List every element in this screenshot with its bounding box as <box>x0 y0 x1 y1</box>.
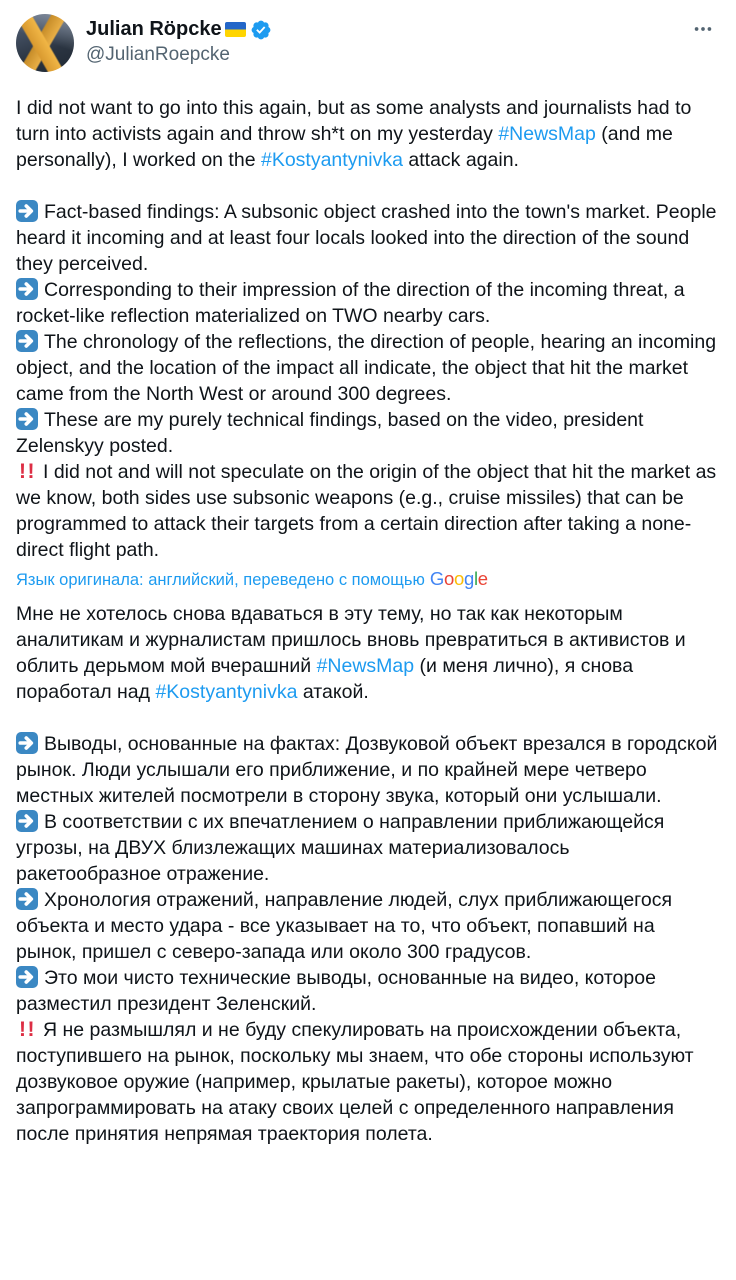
ru-point-2: В соответствии с их впечатлением о направлении приближающейся угрозы, на ДВУХ близлежащих машинах материализовалось ракетообразное отражение. <box>16 811 665 885</box>
avatar[interactable] <box>16 14 74 72</box>
verified-badge-icon <box>250 19 272 41</box>
google-logo <box>430 568 488 589</box>
ru-point-5: !! Я не размышлял и не буду спекулировать на происхождении объекта, поступившего на рынок, поскольку мы знаем, что обе стороны используют дозвуковое оружие (например, крылатые ракеты), которое можно запрограммировать на атаку своих целей с определенного направления после принятия непрямая траектория полета. <box>16 1018 694 1145</box>
google-logo-letter: l <box>473 568 478 589</box>
right-arrow-emoji <box>16 732 38 754</box>
en-point-3: The chronology of the reflections, the direction of people, hearing an incoming object, and the location of the impact all indicate, the object that hit the market came from the North West or around 300 degrees. <box>16 331 717 405</box>
ukraine-flag-emoji <box>225 22 246 37</box>
en-point-2: Corresponding to their impression of the direction of the incoming threat, a rocket-like reflection materialized on TWO nearby cars. <box>16 279 685 327</box>
ru-point-3: Хронология отражений, направление людей, слух приближающегося объекта и место удара - все указывает на то, что объект, попавший на рынок, пришел с северо-запада или около 300 градусов. <box>16 889 672 963</box>
right-arrow-emoji <box>16 966 38 988</box>
hashtag-link[interactable]: #NewsMap <box>498 123 596 145</box>
more-button[interactable] <box>686 12 720 46</box>
google-logo-letter: g <box>463 568 474 589</box>
google-logo-letter: o <box>443 568 454 589</box>
hashtag-link[interactable]: #NewsMap <box>316 655 415 677</box>
ru-point-1: Выводы, основанные на фактах: Дозвуковой объект врезался в городской рынок. Люди услышали его приближение, и по крайней мере четверо местных жителей посмотрели в сторону звука, который они услышали. <box>16 733 718 807</box>
display-name[interactable]: Julian Röpcke <box>86 18 222 40</box>
tweet-header <box>16 14 720 72</box>
hashtag-link[interactable]: #Kostyantynivka <box>155 681 298 703</box>
ru-intro: Мне не хотелось снова вдаваться в эту тему, но так как некоторым аналитикам и журналистам пришлось вновь превратиться в активистов и облить дерьмом мой вчерашний #NewsMap (и меня лично), я снова поработал над #Kostyantynivka атакой. <box>16 603 686 703</box>
translation-notice[interactable] <box>16 568 720 591</box>
display-name-row[interactable] <box>86 17 686 42</box>
right-arrow-emoji <box>16 330 38 352</box>
translation-notice-label[interactable]: Язык оригинала: английский, переведено с помощью <box>16 571 425 589</box>
ru-point-4: Это мои чисто технические выводы, основанные на видео, которое разместил президент Зеленский. <box>16 967 656 1015</box>
google-logo-letter: e <box>477 568 488 589</box>
user-handle[interactable]: @JulianRoepcke <box>86 44 230 65</box>
double-exclamation-emoji: !! <box>19 1018 36 1041</box>
google-logo-letter: o <box>453 568 464 589</box>
double-exclamation-emoji: !! <box>19 460 36 483</box>
google-logo-letter: G <box>429 568 444 589</box>
hashtag-link[interactable]: #Kostyantynivka <box>260 149 403 171</box>
right-arrow-emoji <box>16 408 38 430</box>
more-horizontal-icon <box>692 18 714 40</box>
right-arrow-emoji <box>16 278 38 300</box>
right-arrow-emoji <box>16 200 38 222</box>
user-info <box>86 14 686 67</box>
right-arrow-emoji <box>16 888 38 910</box>
en-point-4: These are my purely technical findings, based on the video, president Zelenskyy posted. <box>16 409 644 457</box>
right-arrow-emoji <box>16 810 38 832</box>
en-intro: I did not want to go into this again, but as some analysts and journalists had to turn into activists again and throw sh*t on my yesterday #NewsMap (and me personally), I worked on the #Kostyantynivka attack again. <box>16 97 692 171</box>
en-point-1: Fact-based findings: A subsonic object crashed into the town's market. People heard it incoming and at least four locals looked into the direction of the sound they perceived. <box>16 201 717 275</box>
tweet-body <box>16 95 720 1147</box>
en-point-5: !! I did not and will not speculate on the origin of the object that hit the market as we know, both sides use subsonic weapons (e.g., cruise missiles) that can be programmed to attack their targets from a certain direction after taking a none-direct flight path. <box>16 460 717 561</box>
